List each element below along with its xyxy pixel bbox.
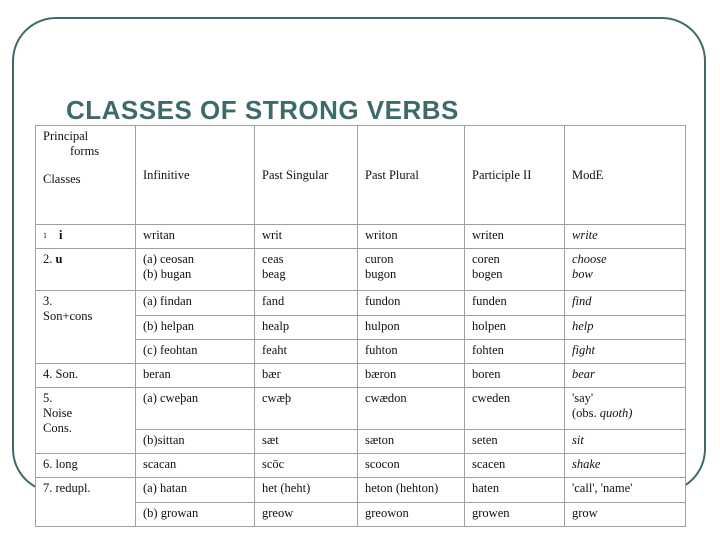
- class-6-infinitive: scacan: [136, 454, 255, 478]
- class-3a-mode: find: [565, 291, 686, 316]
- class-5-label-2: Cons.: [43, 421, 72, 435]
- header-past-plural: Past Plural: [358, 126, 465, 225]
- class-7b-participle-ii: growen: [465, 503, 565, 527]
- class-3-label: Son+cons: [43, 309, 93, 323]
- class-2-number: 2.: [43, 252, 53, 266]
- class-5a-infinitive: (a) cweþan: [136, 388, 255, 430]
- class-2-past-plural: [358, 249, 465, 291]
- class-5b-mode: sit: [565, 430, 686, 454]
- class-7a-past-singular: het (heht): [255, 478, 358, 503]
- class-2-past-singular: [255, 249, 358, 291]
- header-past-singular: Past Singular: [255, 126, 358, 225]
- class-7b-infinitive: (b) growan: [136, 503, 255, 527]
- class-2-participle-b: bogen: [472, 267, 503, 281]
- header-row: [36, 126, 686, 225]
- table-row-class-3a: [36, 291, 686, 316]
- class-7a-infinitive: (a) hatan: [136, 478, 255, 503]
- class-1-mode: write: [565, 225, 686, 249]
- class-6-past-plural: scocon: [358, 454, 465, 478]
- class-7b-past-plural: greowon: [358, 503, 465, 527]
- header-principal-classes-cell: [36, 126, 136, 225]
- class-5a-past-plural: cwædon: [358, 388, 465, 430]
- class-2-past-singular-a: ceas: [262, 252, 284, 266]
- class-2-participle-a: coren: [472, 252, 500, 266]
- class-2-mode: [565, 249, 686, 291]
- class-5a-past-singular: cwæþ: [255, 388, 358, 430]
- class-7a-past-plural: heton (hehton): [358, 478, 465, 503]
- class-1-cell: [36, 225, 136, 249]
- class-6-cell: 6. long: [36, 454, 136, 478]
- class-3c-mode: fight: [565, 340, 686, 364]
- class-5b-participle-ii: seten: [465, 430, 565, 454]
- principal-forms-label-2: forms: [70, 144, 100, 158]
- class-5-number: 5.: [43, 391, 53, 405]
- class-2-past-plural-a: curon: [365, 252, 394, 266]
- table-row-class-4: [36, 364, 686, 388]
- class-3b-participle-ii: holpen: [465, 316, 565, 340]
- class-7-cell: 7. redupl.: [36, 478, 136, 527]
- class-3b-past-singular: healp: [255, 316, 358, 340]
- class-4-cell: 4. Son.: [36, 364, 136, 388]
- class-3b-past-plural: hulpon: [358, 316, 465, 340]
- header-participle-ii: Participle II: [465, 126, 565, 225]
- class-2-past-singular-b: beag: [262, 267, 286, 281]
- class-3c-past-singular: feaht: [255, 340, 358, 364]
- class-1-letter: i: [59, 228, 63, 242]
- class-4-infinitive: beran: [136, 364, 255, 388]
- class-6-mode: shake: [565, 454, 686, 478]
- class-2-mode-a: choose: [572, 252, 607, 266]
- table-row-class-2: [36, 249, 686, 291]
- class-3a-infinitive: (a) findan: [136, 291, 255, 316]
- class-3a-participle-ii: funden: [465, 291, 565, 316]
- class-5a-mode-note-prefix: (obs.: [572, 406, 600, 420]
- class-7a-participle-ii: haten: [465, 478, 565, 503]
- class-2-cell: [36, 249, 136, 291]
- class-2-infinitive: [136, 249, 255, 291]
- class-3c-participle-ii: fohten: [465, 340, 565, 364]
- class-1-past-plural: writon: [358, 225, 465, 249]
- class-5a-participle-ii: cweden: [465, 388, 565, 430]
- class-5a-mode: [565, 388, 686, 430]
- class-5-cell: [36, 388, 136, 454]
- class-5b-past-plural: sæton: [358, 430, 465, 454]
- class-1-infinitive: writan: [136, 225, 255, 249]
- table-row-class-6: [36, 454, 686, 478]
- class-5b-past-singular: sæt: [255, 430, 358, 454]
- slide-title: CLASSES OF STRONG VERBS: [66, 95, 459, 125]
- class-5-label-1: Noise: [43, 406, 73, 420]
- class-5b-infinitive: (b)sittan: [136, 430, 255, 454]
- class-5a-mode-note-word: quoth): [599, 406, 633, 420]
- class-3b-mode: help: [565, 316, 686, 340]
- class-6-participle-ii: scacen: [465, 454, 565, 478]
- class-2-past-plural-b: bugon: [365, 267, 397, 281]
- class-2-mode-b: bow: [572, 267, 593, 281]
- principal-forms-label-1: Principal: [43, 129, 89, 143]
- class-2-infinitive-b: (b) bugan: [143, 267, 192, 281]
- class-3a-past-plural: fundon: [358, 291, 465, 316]
- classes-label: Classes: [43, 172, 81, 186]
- table-row-class-5a: [36, 388, 686, 430]
- class-3b-infinitive: (b) helpan: [136, 316, 255, 340]
- class-3a-past-singular: fand: [255, 291, 358, 316]
- header-infinitive: Infinitive: [136, 126, 255, 225]
- table-row-class-1: [36, 225, 686, 249]
- class-7b-mode: grow: [565, 503, 686, 527]
- class-6-past-singular: scōc: [255, 454, 358, 478]
- class-3-number: 3.: [43, 294, 53, 308]
- class-1-participle-ii: writen: [465, 225, 565, 249]
- class-7b-past-singular: greow: [255, 503, 358, 527]
- class-3c-past-plural: fuhton: [358, 340, 465, 364]
- class-2-participle-ii: [465, 249, 565, 291]
- class-2-infinitive-a: (a) ceosan: [143, 252, 195, 266]
- class-4-mode: bear: [565, 364, 686, 388]
- class-2-letter: u: [55, 252, 63, 266]
- table-row-class-7a: [36, 478, 686, 503]
- class-1-number: 1: [43, 231, 47, 240]
- class-4-participle-ii: boren: [465, 364, 565, 388]
- class-5a-mode-gloss: 'say': [572, 391, 594, 405]
- class-7a-mode: 'call', 'name': [565, 478, 686, 503]
- class-4-past-plural: bæron: [358, 364, 465, 388]
- class-3-cell: [36, 291, 136, 364]
- strong-verbs-table: [35, 125, 686, 527]
- header-mode: ModE: [565, 126, 686, 225]
- class-4-past-singular: bær: [255, 364, 358, 388]
- class-5a-mode-note: [572, 406, 678, 421]
- class-1-past-singular: writ: [255, 225, 358, 249]
- class-3c-infinitive: (c) feohtan: [136, 340, 255, 364]
